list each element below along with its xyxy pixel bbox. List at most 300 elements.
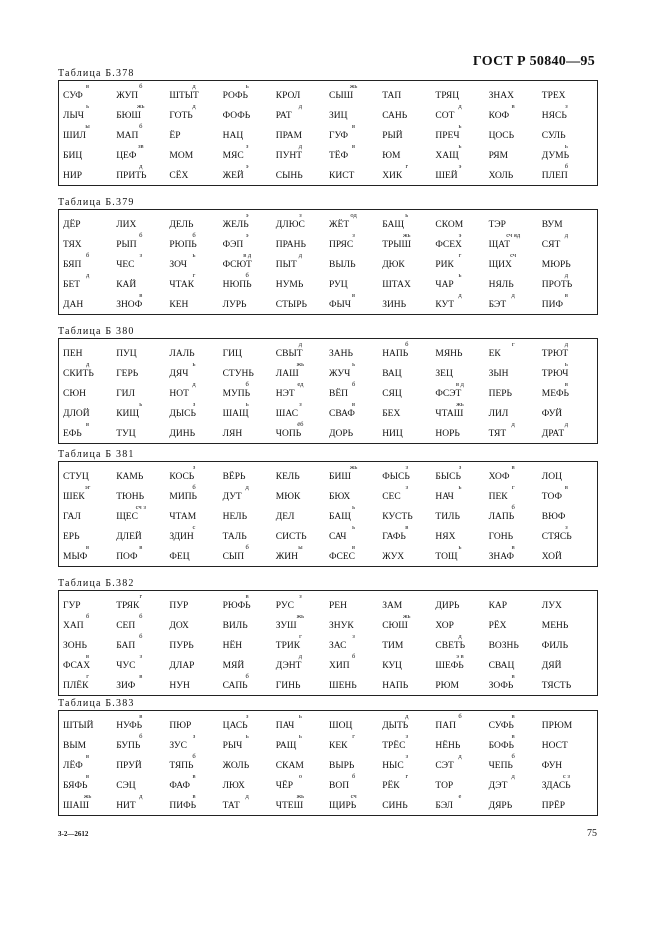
pronunciation-mark: д [85, 361, 90, 368]
word: ПЛЕП [541, 171, 568, 181]
word: ЛИЛ [488, 409, 509, 419]
word-cell [327, 252, 380, 272]
pronunciation-mark: д [458, 103, 462, 110]
word: ЕК [488, 349, 501, 359]
word-grid [58, 710, 598, 816]
word-cell [540, 212, 593, 232]
word: ВУМ [541, 220, 563, 230]
word: ШЕК [63, 492, 85, 502]
table-caption: Таблица Б 381 [58, 449, 135, 460]
word-cell [540, 232, 593, 252]
word-table [58, 577, 598, 696]
word: ЗНАХ [488, 91, 514, 101]
word-cell [487, 83, 540, 103]
word: ДИРЬ [435, 601, 460, 611]
word-cell [433, 83, 486, 103]
word-cell [61, 143, 114, 163]
word: ЁР [169, 131, 181, 141]
pronunciation-mark: зв [137, 143, 144, 150]
word: СЭТ [435, 761, 454, 771]
pronunciation-mark: в [352, 143, 356, 150]
word: ЛАПЬ [488, 512, 515, 522]
table-caption: Таблица Б.378 [58, 68, 135, 79]
pronunciation-mark: д [458, 753, 462, 760]
word-cell [274, 464, 327, 484]
pronunciation-mark: б [351, 653, 356, 660]
word-cell [540, 83, 593, 103]
word-cell [114, 252, 167, 272]
word-cell [61, 232, 114, 252]
word: БЮШ [116, 111, 141, 121]
pronunciation-mark: б [405, 341, 409, 348]
word-cell [274, 361, 327, 381]
word: ТРЯК [116, 601, 140, 611]
word: НАЧ [435, 492, 454, 502]
word: ГАФЬ [382, 532, 406, 542]
word: ДЮК [382, 260, 405, 270]
word: ВЫРЬ [329, 761, 355, 771]
word-cell [221, 524, 274, 544]
word-cell [433, 123, 486, 143]
word: ПРОТЬ [541, 280, 573, 290]
word: ТИМ [382, 641, 404, 651]
word: ШАС [275, 409, 299, 419]
word-cell [380, 143, 433, 163]
word: МЕНЬ [541, 621, 569, 631]
word-cell [327, 673, 380, 693]
word-cell [114, 504, 167, 524]
word-cell [380, 252, 433, 272]
word-cell [274, 123, 327, 143]
word: ЗАНЬ [329, 349, 353, 359]
word: РАТ [275, 111, 292, 121]
word-cell [274, 544, 327, 564]
word: ЖУХ [382, 552, 405, 562]
word-cell [114, 464, 167, 484]
word: ДАН [63, 300, 84, 310]
word: ФАФ [169, 781, 191, 791]
pronunciation-mark: г [405, 163, 409, 170]
word: КЕК [329, 741, 348, 751]
word-cell [221, 713, 274, 733]
word-table [58, 325, 598, 444]
pronunciation-mark: эг [84, 484, 91, 491]
word-cell [167, 504, 220, 524]
pronunciation-mark: з [565, 103, 568, 110]
pronunciation-mark: в [86, 773, 90, 780]
pronunciation-mark: д [85, 272, 90, 279]
word: ФЫСЬ [382, 472, 410, 482]
word-cell [167, 83, 220, 103]
word: СЕС [382, 492, 401, 502]
word: МУПЬ [222, 389, 251, 399]
word: ЗОЧ [169, 260, 187, 270]
pronunciation-mark: д [139, 793, 143, 800]
word: ДЕЛ [275, 512, 295, 522]
word-cell [487, 341, 540, 361]
word: ВОЗНЬ [488, 641, 519, 651]
word: ШЕФЬ [435, 661, 464, 671]
word-cell [540, 163, 593, 183]
word: НУН [169, 681, 190, 691]
pronunciation-mark: д [298, 103, 303, 110]
word-cell [433, 593, 486, 613]
word-cell [380, 773, 433, 793]
word-cell [327, 653, 380, 673]
word-grid [58, 590, 598, 696]
word-cell [167, 793, 220, 813]
word: СИНЬ [382, 801, 408, 811]
word-cell [114, 123, 167, 143]
pronunciation-mark: в [564, 381, 568, 388]
pronunciation-mark: в д [243, 252, 252, 259]
word-cell [433, 252, 486, 272]
word-cell [274, 381, 327, 401]
word-cell [380, 753, 433, 773]
word: МАП [116, 131, 139, 141]
word: РЫП [116, 240, 137, 250]
word: САЧ [329, 532, 347, 542]
word-cell [167, 143, 220, 163]
word-cell [61, 341, 114, 361]
word: ЗАМ [382, 601, 403, 611]
pronunciation-mark: з [405, 464, 409, 471]
word-cell [540, 673, 593, 693]
word-cell [274, 83, 327, 103]
pronunciation-mark: жь [83, 793, 92, 800]
word-cell [433, 341, 486, 361]
word: СТЯСЬ [541, 532, 572, 542]
pronunciation-mark: ь [245, 401, 249, 408]
word: ПЮР [169, 721, 192, 731]
pronunciation-mark: ь [352, 361, 356, 368]
word-cell [433, 464, 486, 484]
word: ШЕЙ [435, 171, 458, 181]
word: ШТАХ [382, 280, 411, 290]
word-cell [167, 232, 220, 252]
word-cell [487, 143, 540, 163]
word-cell [167, 484, 220, 504]
word: СКИТЬ [63, 369, 94, 379]
word-cell [167, 773, 220, 793]
word: ЛУРЬ [222, 300, 247, 310]
word-cell [114, 613, 167, 633]
word-grid [58, 338, 598, 444]
word-cell [433, 544, 486, 564]
word-cell [221, 504, 274, 524]
word: СВЕТЬ [435, 641, 466, 651]
word-cell [487, 713, 540, 733]
word-cell [487, 103, 540, 123]
word-cell [433, 103, 486, 123]
pronunciation-mark: б [245, 272, 249, 279]
word-cell [433, 292, 486, 312]
pronunciation-mark: б [192, 753, 196, 760]
word-cell [167, 103, 220, 123]
word: ПРУЙ [116, 761, 142, 771]
word-cell [167, 753, 220, 773]
word: РЁХ [488, 621, 507, 631]
word: ТЮНЬ [116, 492, 145, 502]
word: ТОЩ [435, 552, 458, 562]
pronunciation-mark: з [405, 733, 409, 740]
pronunciation-mark: ь [245, 733, 249, 740]
word-cell [380, 232, 433, 252]
word: ЦАСЬ [222, 721, 248, 731]
word-cell [274, 793, 327, 813]
word-cell [487, 421, 540, 441]
word: ЗОНЬ [63, 641, 87, 651]
pronunciation-mark: б [85, 613, 90, 620]
word-cell [540, 733, 593, 753]
word: ПАП [435, 721, 456, 731]
word-cell [327, 272, 380, 292]
word-cell [380, 593, 433, 613]
word: БЫСЬ [435, 472, 461, 482]
word-cell [221, 421, 274, 441]
word-cell [114, 713, 167, 733]
word-cell [167, 341, 220, 361]
word: ХОЛЬ [488, 171, 514, 181]
word: ГУР [63, 601, 81, 611]
word: СЕП [116, 621, 136, 631]
word-cell [61, 163, 114, 183]
word-cell [221, 252, 274, 272]
word-cell [487, 753, 540, 773]
word: ПЕК [488, 492, 508, 502]
word-cell [61, 381, 114, 401]
word-cell [380, 292, 433, 312]
word: ТЯХ [63, 240, 82, 250]
pronunciation-mark: д [298, 252, 303, 259]
word-cell [167, 212, 220, 232]
word-cell [433, 524, 486, 544]
word-grid [58, 461, 598, 567]
word: ЛЯН [222, 429, 243, 439]
pronunciation-mark: ы [298, 544, 303, 551]
word: ХИК [382, 171, 403, 181]
word-cell [274, 421, 327, 441]
word-cell [327, 232, 380, 252]
pronunciation-mark: в [511, 733, 515, 740]
word-cell [114, 524, 167, 544]
pronunciation-mark: сч яд [506, 232, 521, 239]
pronunciation-mark: жь [296, 613, 305, 620]
word: ЖОЛЬ [222, 761, 250, 771]
word: ЗЕЦ [435, 369, 453, 379]
word: СИСТЬ [275, 532, 307, 542]
pronunciation-mark: в [352, 544, 356, 551]
word-cell [221, 103, 274, 123]
word-cell [540, 484, 593, 504]
pronunciation-mark: жь [349, 83, 358, 90]
pronunciation-mark: з [245, 713, 249, 720]
word-cell [114, 633, 167, 653]
word-cell [487, 773, 540, 793]
word-cell [540, 653, 593, 673]
word-cell [433, 773, 486, 793]
pronunciation-mark: ь [458, 143, 462, 150]
word: ТОФ [541, 492, 562, 502]
word: ПУНТ [275, 151, 303, 161]
word: МЕФЬ [541, 389, 570, 399]
word: ДЛАР [169, 661, 195, 671]
pronunciation-mark: ь [352, 524, 356, 531]
word: ЗДИН [169, 532, 194, 542]
word: ХИП [329, 661, 350, 671]
word: НИТ [116, 801, 136, 811]
word: ЕРЬ [63, 532, 80, 542]
word-cell [540, 633, 593, 653]
word: ГОТЬ [169, 111, 193, 121]
word: ЖУП [116, 91, 139, 101]
pronunciation-mark: д [192, 83, 196, 90]
word: БИЦ [63, 151, 83, 161]
word-cell [274, 232, 327, 252]
pronunciation-mark: б [192, 232, 196, 239]
word-cell [61, 361, 114, 381]
word-cell [487, 484, 540, 504]
pronunciation-mark: сч [510, 252, 517, 259]
word-cell [61, 123, 114, 143]
word: РИК [435, 260, 454, 270]
word-cell [327, 593, 380, 613]
word-cell [61, 292, 114, 312]
pronunciation-mark: э [245, 232, 249, 239]
word: ДУТ [222, 492, 242, 502]
pronunciation-mark: д [458, 292, 462, 299]
word: ТЯТ [488, 429, 507, 439]
pronunciation-mark: с [192, 524, 196, 531]
word: МЯНЬ [435, 349, 463, 359]
word: ХАЩ [435, 151, 459, 161]
word-cell [221, 143, 274, 163]
pronunciation-mark: з [139, 653, 143, 660]
pronunciation-mark: ь [458, 272, 462, 279]
pronunciation-mark: ь [458, 484, 462, 491]
word-cell [274, 504, 327, 524]
print-code: 3-2—2612 [58, 830, 89, 838]
word: СТУЦ [63, 472, 89, 482]
word-cell [167, 292, 220, 312]
pronunciation-mark: ь [458, 123, 462, 130]
word-cell [274, 653, 327, 673]
word-cell [221, 163, 274, 183]
word-cell [327, 544, 380, 564]
pronunciation-mark: э [458, 232, 462, 239]
word-cell [380, 212, 433, 232]
word-cell [274, 212, 327, 232]
word: БЯП [63, 260, 82, 270]
word: ЧАР [435, 280, 454, 290]
word: СЫНЬ [275, 171, 303, 181]
word-cell [540, 361, 593, 381]
word: ТРЮЧ [541, 369, 569, 379]
word-cell [221, 212, 274, 232]
word-cell [487, 793, 540, 813]
word-cell [327, 103, 380, 123]
word: ШИЛ [63, 131, 86, 141]
word-cell [114, 272, 167, 292]
word: КАМЬ [116, 472, 144, 482]
word-cell [274, 252, 327, 272]
word: МЮК [275, 492, 301, 502]
word-cell [380, 673, 433, 693]
pronunciation-mark: д [245, 484, 249, 491]
word-cell [433, 613, 486, 633]
pronunciation-mark: д [564, 341, 569, 348]
word: ФСЭТ [435, 389, 462, 399]
word-cell [380, 272, 433, 292]
pronunciation-mark: ь [405, 212, 409, 219]
pronunciation-mark: б [139, 613, 143, 620]
word: ТЯСТЬ [541, 681, 572, 691]
word-table [58, 67, 598, 186]
pronunciation-mark: э в [456, 653, 464, 660]
word: СОТ [435, 111, 455, 121]
word-cell [327, 504, 380, 524]
word-cell [61, 252, 114, 272]
word-cell [327, 361, 380, 381]
word: КЕН [169, 300, 189, 310]
word: ЗНАФ [488, 552, 514, 562]
word: РЯМ [488, 151, 509, 161]
word: БЮХ [329, 492, 351, 502]
word-cell [61, 673, 114, 693]
word: ПОФ [116, 552, 138, 562]
word: ТОР [435, 781, 454, 791]
word-cell [114, 401, 167, 421]
word: КУТ [435, 300, 455, 310]
word-cell [540, 544, 593, 564]
pronunciation-mark: б [245, 544, 249, 551]
word: ФСАХ [63, 661, 91, 671]
word: ВЫМ [63, 741, 87, 751]
word-cell [114, 544, 167, 564]
word-cell [327, 773, 380, 793]
word-cell [114, 163, 167, 183]
pronunciation-mark: ед [297, 381, 304, 388]
word-cell [114, 593, 167, 613]
word: ЧТАШ [435, 409, 464, 419]
word: СТУНЬ [222, 369, 254, 379]
word: ГИНЬ [275, 681, 301, 691]
word: ЗДАСЬ [541, 781, 571, 791]
word: РЮПЬ [169, 240, 197, 250]
word: ПАЧ [275, 721, 295, 731]
pronunciation-mark: в [139, 292, 143, 299]
word: ФСЮТ [222, 260, 252, 270]
word-cell [380, 793, 433, 813]
word-cell [433, 713, 486, 733]
word-cell [167, 381, 220, 401]
word-cell [433, 163, 486, 183]
word-cell [487, 163, 540, 183]
pronunciation-mark: г [352, 733, 355, 740]
pronunciation-mark: з [192, 733, 196, 740]
word-cell [487, 123, 540, 143]
word-cell [540, 292, 593, 312]
pronunciation-mark: в [86, 544, 90, 551]
word: НЕЛЬ [222, 512, 248, 522]
word: ЖЕЙ [222, 171, 244, 181]
word-cell [167, 713, 220, 733]
word-cell [540, 713, 593, 733]
word-cell [327, 143, 380, 163]
word: МИПЬ [169, 492, 198, 502]
pronunciation-mark: ы [85, 123, 90, 130]
word-cell [380, 361, 433, 381]
